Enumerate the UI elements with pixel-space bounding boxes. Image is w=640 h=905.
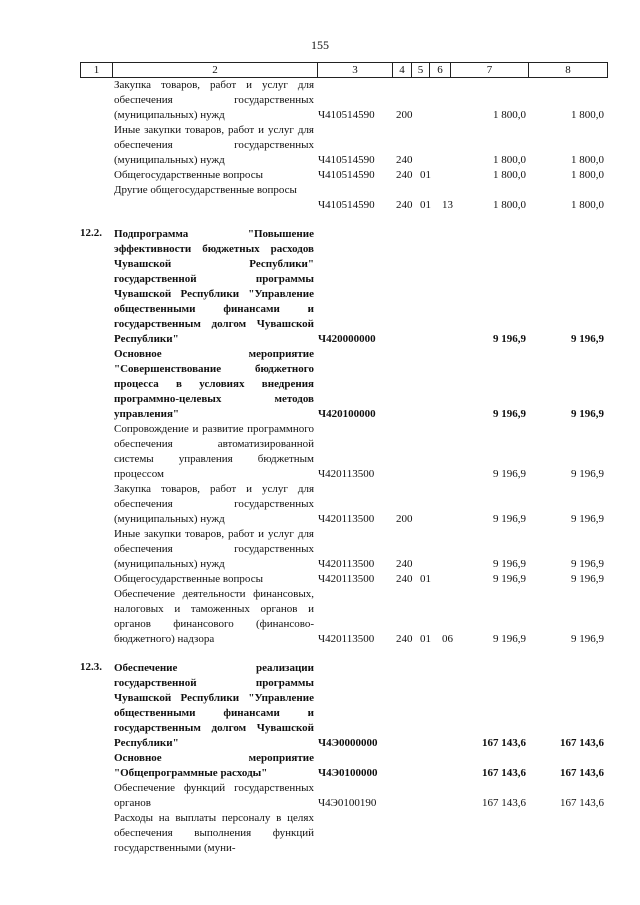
page-number: 155 [311, 38, 329, 52]
row-section: 01 [420, 199, 431, 211]
row-value-1: 9 196,9 [493, 558, 526, 570]
row-value-1: 1 800,0 [493, 154, 526, 166]
row-description: Иные закупки товаров, работ и услуг для обеспечения государственных (муниципальных) нужд [114, 124, 314, 166]
row-code: Ч420113500 [318, 468, 375, 480]
row-value-1: 1 800,0 [493, 169, 526, 181]
row-number: 12.2. [80, 227, 102, 239]
row-section: 01 [420, 169, 431, 181]
row-value-2: 9 196,9 [571, 333, 604, 345]
row-expense-type: 200 [396, 109, 413, 121]
row-code: Ч420113500 [318, 573, 375, 585]
row-value-2: 1 800,0 [571, 109, 604, 121]
table-row [80, 422, 606, 482]
header-col-5: 5 [412, 63, 430, 77]
row-description: Расходы на выплаты персоналу в целях обеспечения выполнения функций государственными (муни- [114, 812, 314, 854]
table-header [80, 62, 608, 78]
row-value-1: 9 196,9 [493, 513, 526, 525]
row-value-1: 167 143,6 [482, 767, 526, 779]
row-section: 01 [420, 573, 431, 585]
row-value-1: 1 800,0 [493, 199, 526, 211]
row-value-2: 9 196,9 [571, 468, 604, 480]
row-expense-type: 240 [396, 558, 413, 570]
row-description: Закупка товаров, работ и услуг для обеспечения государственных (муниципальных) нужд [114, 483, 314, 525]
table-row [80, 347, 606, 422]
row-code: Ч4Э0100190 [318, 797, 377, 809]
header-col-6: 6 [430, 63, 451, 77]
table-row [80, 482, 606, 527]
row-code: Ч410514590 [318, 169, 375, 181]
row-value-1: 9 196,9 [493, 408, 526, 420]
row-expense-type: 240 [396, 573, 413, 585]
row-value-1: 167 143,6 [482, 737, 526, 749]
row-value-2: 1 800,0 [571, 154, 604, 166]
table-row [80, 168, 606, 183]
row-code: Ч420100000 [318, 408, 376, 420]
table-row [80, 123, 606, 168]
row-description: Иные закупки товаров, работ и услуг для обеспечения государственных (муниципальных) нужд [114, 528, 314, 570]
header-col-8: 8 [565, 64, 571, 76]
row-code: Ч410514590 [318, 154, 375, 166]
header-col-4: 4 [393, 63, 412, 77]
row-description: Закупка товаров, работ и услуг для обеспечения государственных (муниципальных) нужд [114, 79, 314, 121]
row-subsection: 13 [442, 199, 453, 211]
row-expense-type: 240 [396, 633, 413, 645]
table-row [80, 811, 606, 856]
row-value-2: 9 196,9 [571, 633, 604, 645]
header-col-3: 3 [318, 63, 393, 77]
table-row [80, 572, 606, 587]
row-value-1: 1 800,0 [493, 109, 526, 121]
row-code: Ч420113500 [318, 558, 375, 570]
table-row [80, 781, 606, 811]
row-value-1: 9 196,9 [493, 633, 526, 645]
row-description: Обеспечение реализации государственной программы Чувашской Республики "Управление общественными финансами и государственным долгом Чувашской Республики" [114, 662, 314, 749]
row-description: Подпрограмма "Повышение эффективности бюджетных расходов Чувашской Республики" государственной программы Чувашской Республики "Управление общественными финансами и государственным долгом Чувашской Республики" [114, 228, 314, 345]
row-value-2: 167 143,6 [560, 797, 604, 809]
header-col-1: 1 [81, 63, 113, 77]
row-code: Ч410514590 [318, 199, 375, 211]
row-description: Другие общегосударственные вопросы [114, 184, 297, 196]
row-section: 01 [420, 633, 431, 645]
row-description: Сопровождение и развитие программного обеспечения автоматизированной системы управления бюджетным процессом [114, 423, 314, 480]
row-description: Общегосударственные вопросы [114, 169, 263, 181]
row-description: Основное мероприятие "Общепрограммные расходы" [114, 752, 314, 779]
table-row [80, 587, 606, 647]
table-row [80, 751, 606, 781]
row-expense-type: 240 [396, 199, 413, 211]
row-code: Ч420000000 [318, 333, 376, 345]
row-code: Ч420113500 [318, 513, 375, 525]
row-subsection: 06 [442, 633, 453, 645]
row-value-1: 9 196,9 [493, 468, 526, 480]
row-number: 12.3. [80, 661, 102, 673]
row-value-2: 167 143,6 [560, 737, 604, 749]
row-code: Ч420113500 [318, 633, 375, 645]
row-code: Ч4Э0000000 [318, 737, 378, 749]
row-code: Ч4Э0100000 [318, 767, 378, 779]
table-row [80, 227, 606, 347]
row-value-2: 167 143,6 [560, 767, 604, 779]
table-row [80, 78, 606, 123]
table-row [80, 183, 606, 213]
row-value-2: 9 196,9 [571, 573, 604, 585]
row-description: Обеспечение функций государственных органов [114, 782, 314, 809]
row-description: Обеспечение деятельности финансовых, налоговых и таможенных органов и органов финансового (финансово-бюджетного) надзора [114, 588, 314, 645]
row-value-2: 9 196,9 [571, 408, 604, 420]
row-expense-type: 240 [396, 169, 413, 181]
row-description: Общегосударственные вопросы [114, 573, 263, 585]
row-value-2: 1 800,0 [571, 169, 604, 181]
row-expense-type: 200 [396, 513, 413, 525]
row-value-2: 9 196,9 [571, 513, 604, 525]
row-value-1: 9 196,9 [493, 333, 526, 345]
table-row [80, 527, 606, 572]
row-value-2: 9 196,9 [571, 558, 604, 570]
row-code: Ч410514590 [318, 109, 375, 121]
header-col-7: 7 [451, 63, 529, 77]
table-row [80, 661, 606, 751]
row-expense-type: 240 [396, 154, 413, 166]
row-value-1: 9 196,9 [493, 573, 526, 585]
row-value-1: 167 143,6 [482, 797, 526, 809]
row-description: Основное мероприятие "Совершенствование бюджетного процесса в условиях внедрения программно-целевых методов управления" [114, 348, 314, 420]
row-value-2: 1 800,0 [571, 199, 604, 211]
header-col-2: 2 [113, 63, 318, 77]
